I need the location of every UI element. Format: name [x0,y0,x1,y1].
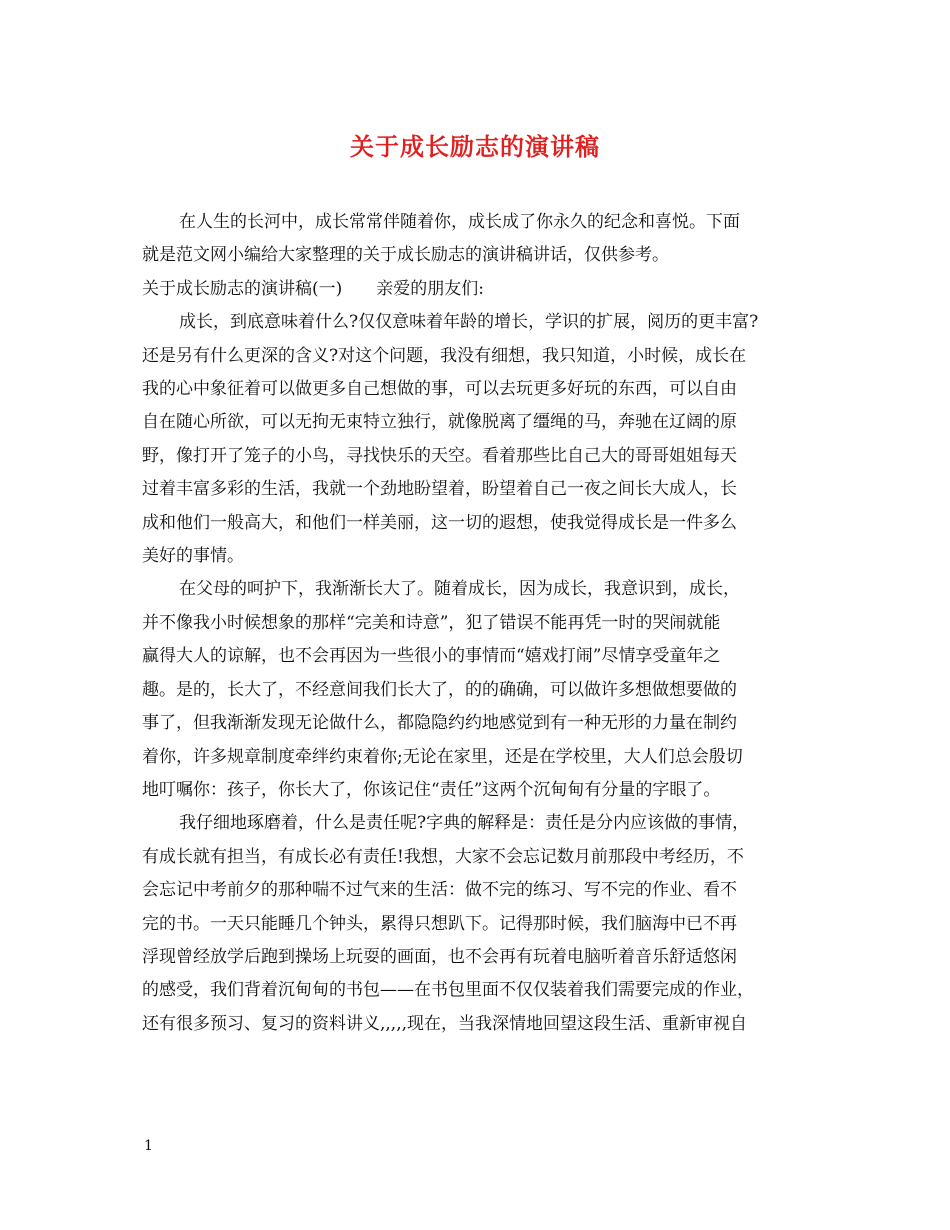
text-line: 会忘记中考前夕的那种喘不过气来的生活：做不完的练习、写不完的作业、看不 [142,880,737,901]
text-line: 成长，到底意味着什么?仅仅意味着年龄的增长，学识的扩展，阅历的更丰富? [179,312,759,333]
text-line: 有成长就有担当，有成长必有责任!我想，大家不会忘记数月前那段中考经历，不 [142,846,744,867]
text-line: 趣。是的，长大了，不经意间我们长大了，的的确确，可以做许多想做想要做的 [142,679,737,700]
document-body [142,206,810,1041]
text-line: 在父母的呵护下，我渐渐长大了。随着成长，因为成长，我意识到，成长， [179,579,740,600]
text-line: 野，像打开了笼子的小鸟，寻找快乐的天空。看着那些比自己大的哥哥姐姐每天 [142,445,737,466]
text-line: 还是另有什么更深的含义?对这个问题，我没有细想，我只知道，小时候，成长在 [142,345,747,366]
page-number: 1 [144,1138,153,1154]
text-line: 过着丰富多彩的生活，我就一个劲地盼望着，盼望着自己一夜之间长大成人，长 [142,479,737,500]
text-line: 我仔细地琢磨着，什么是责任呢?字典的解释是：责任是分内应该做的事情， [179,813,750,834]
text-line: 我的心中象征着可以做更多自己想做的事，可以去玩更多好玩的东西，可以自由 [142,379,737,400]
text-line: 完的书。一天只能睡几个钟头，累得只想趴下。记得那时候，我们脑海中已不再 [142,913,737,934]
text-line: 浮现曾经放学后跑到操场上玩耍的画面，也不会再有玩着电脑听着音乐舒适悠闲 [142,946,737,967]
text-line: 并不像我小时候想象的那样“完美和诗意”，犯了错误不能再凭一时的哭闹就能 [142,612,721,633]
text-line: 事了，但我渐渐发现无论做什么，都隐隐约约地感觉到有一种无形的力量在制约 [142,713,737,734]
document-title: 关于成长励志的演讲稿 [350,132,600,161]
text-line: 成和他们一般高大，和他们一样美丽，这一切的遐想，使我觉得成长是一件多么 [142,512,737,533]
text-line: 关于成长励志的演讲稿(一) 亲爱的朋友们: [142,278,484,299]
text-line: 还有很多预习、复习的资料讲义,,,,,现在，当我深情地回望这段生活、重新审视自 [142,1013,748,1034]
text-line: 着你，许多规章制度牵绊约束着你;无论在家里，还是在学校里，大人们总会殷切 [142,746,743,767]
text-line: 的感受，我们背着沉甸甸的书包——在书包里面不仅仅装着我们需要完成的作业， [142,980,754,1001]
text-line: 美好的事情。 [142,546,244,567]
text-line: 就是范文网小编给大家整理的关于成长励志的演讲稿讲话，仅供参考。 [142,245,669,266]
text-line: 在人生的长河中，成长常常伴随着你，成长成了你永久的纪念和喜悦。下面 [179,212,740,232]
text-line: 自在随心所欲，可以无拘无束特立独行，就像脱离了缰绳的马，奔驰在辽阔的原 [142,412,737,433]
text-line: 地叮嘱你：孩子，你长大了，你该记住“责任”这两个沉甸甸有分量的字眼了。 [142,779,721,800]
text-line: 赢得大人的谅解，也不会再因为一些很小的事情而“嬉戏打闹”尽情享受童年之 [142,646,721,667]
